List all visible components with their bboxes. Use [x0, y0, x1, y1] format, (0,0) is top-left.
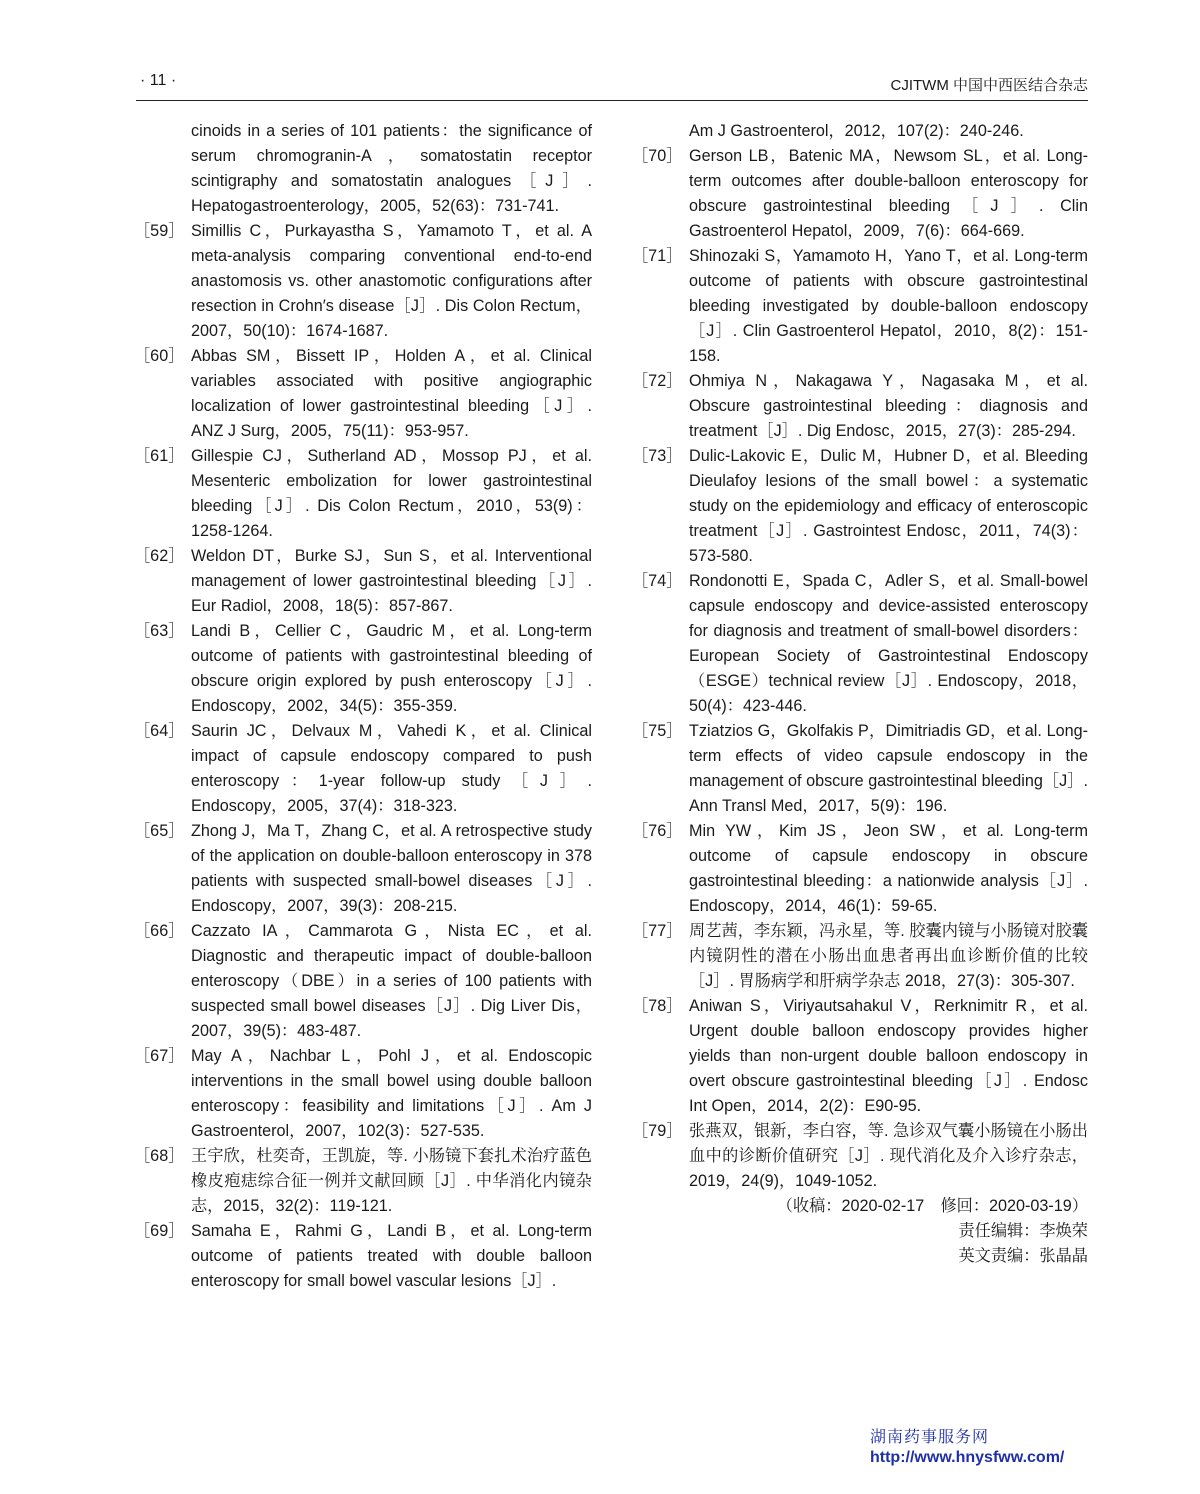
- reference-text: Landi B，Cellier C，Gaudric M，et al. Long-term outcome of patients with gastrointestinal bleeding of obscure origin explored by push enteroscopy［J］. Endoscopy，2002，34(5)：355-359.: [191, 622, 592, 715]
- reference-number: ［65］: [134, 822, 185, 840]
- reference-number: ［77］: [632, 922, 683, 940]
- reference-number: ［61］: [134, 447, 185, 465]
- reference-number: ［67］: [134, 1047, 185, 1065]
- reference-text: Rondonotti E，Spada C，Adler S，et al. Small-bowel capsule endoscopy and device-assisted enteroscopy for diagnosis and treatment of small-bowel disorders：European Society of Gastrointestinal Endoscopy（ESGE）technical review［J］. Endoscopy，2018，50(4)：423-446.: [689, 572, 1088, 715]
- reference-entry: [632, 119, 1088, 144]
- reference-number: ［68］: [134, 1147, 185, 1165]
- reference-number: ［64］: [134, 722, 185, 740]
- left-column: [134, 119, 592, 1294]
- reference-entry: [134, 719, 592, 819]
- reference-entry: [632, 144, 1088, 244]
- reference-text: Weldon DT，Burke SJ，Sun S，et al. Interventional management of lower gastrointestinal bleeding［J］. Eur Radiol，2008，18(5)：857-867.: [191, 547, 592, 615]
- reference-number: ［73］: [632, 447, 683, 465]
- reference-number: ［59］: [134, 222, 185, 240]
- reference-number: ［71］: [632, 247, 683, 265]
- reference-text: 王宇欣，杜奕奇，王凯旋，等. 小肠镜下套扎术治疗蓝色橡皮疱痣综合征一例并文献回顾［J］. 中华消化内镜杂志，2015，32(2)：119-121.: [191, 1147, 592, 1215]
- reference-text: cinoids in a series of 101 patients：the significance of serum chromogranin-A，somatostatin receptor scintigraphy and somatostatin analogues［J］. Hepatogastroenterology，2005，52(63)：731-741.: [191, 122, 592, 215]
- reference-entry: [134, 1044, 592, 1144]
- reference-text: Dulic-Lakovic E，Dulic M，Hubner D，et al. Bleeding Dieulafoy lesions of the small bowel：a systematic study on the epidemiology and efficacy of enteroscopic treatment［J］. Gastrointest Endosc，2011，74(3)：573-580.: [689, 447, 1088, 565]
- reference-number: ［76］: [632, 822, 683, 840]
- reference-text: Am J Gastroenterol，2012，107(2)：240-246.: [689, 122, 1024, 140]
- reference-entry: [134, 344, 592, 444]
- reference-text: 周艺茜，李东颖，冯永星，等. 胶囊内镜与小肠镜对胶囊内镜阴性的潜在小肠出血患者再出血诊断价值的比较［J］. 胃肠病学和肝病学杂志 2018，27(3)：305-307.: [689, 922, 1088, 990]
- reference-number: ［62］: [134, 547, 185, 565]
- reference-text: Zhong J，Ma T，Zhang C，et al. A retrospective study of the application on double-balloon enteroscopy in 378 patients with suspected small-bowel diseases［J］. Endoscopy，2007，39(3)：208-215.: [191, 822, 592, 915]
- reference-entry: [632, 369, 1088, 444]
- watermark: [870, 1428, 1064, 1468]
- journal-title: CJITWM 中国中西医结合杂志: [890, 77, 1088, 94]
- page-header: [0, 0, 1200, 106]
- reference-entry: [134, 219, 592, 344]
- reference-text: Saurin JC，Delvaux M，Vahedi K，et al. Clinical impact of capsule endoscopy compared to push enteroscopy：1-year follow-up study［J］. Endoscopy，2005，37(4)：318-323.: [191, 722, 592, 815]
- responsible-editor: 责任编辑：李焕荣: [958, 1222, 1088, 1240]
- header-rule: [136, 100, 1088, 101]
- reference-number: ［66］: [134, 922, 185, 940]
- english-editor: 英文责编：张晶晶: [958, 1247, 1088, 1265]
- page-number: · 11 ·: [140, 72, 177, 89]
- reference-text: Gillespie CJ，Sutherland AD，Mossop PJ，et al. Mesenteric embolization for lower gastrointestinal bleeding［J］. Dis Colon Rectum，2010，53(9)：1258-1264.: [191, 447, 592, 540]
- reference-text: Gerson LB，Batenic MA，Newsom SL，et al. Long-term outcomes after double-balloon enteroscopy for obscure gastrointestinal bleeding［J］. Clin Gastroenterol Hepatol，2009，7(6)：664-669.: [689, 147, 1088, 240]
- reference-entry: [134, 119, 592, 219]
- reference-number: ［78］: [632, 997, 683, 1015]
- reference-entry: [134, 544, 592, 619]
- reference-entry: [632, 994, 1088, 1119]
- reference-text: Aniwan S，Viriyautsahakul V，Rerknimitr R，et al. Urgent double balloon endoscopy provides higher yields than non-urgent double balloon endoscopy in overt obscure gastrointestinal bleeding［J］. Endosc Int Open，2014，2(2)：E90-95.: [689, 997, 1088, 1115]
- reference-entry: [134, 444, 592, 544]
- reference-entry: [632, 719, 1088, 819]
- reference-number: ［74］: [632, 572, 683, 590]
- reference-entry: [632, 819, 1088, 919]
- right-column: [632, 119, 1088, 1269]
- reference-number: ［69］: [134, 1222, 185, 1240]
- reference-text: Shinozaki S，Yamamoto H，Yano T，et al. Long-term outcome of patients with obscure gastrointestinal bleeding investigated by double-balloon endoscopy［J］. Clin Gastroenterol Hepatol，2010，8(2)：151-158.: [689, 247, 1088, 365]
- reference-entry: [632, 1119, 1088, 1194]
- reference-entry: [632, 569, 1088, 719]
- reference-entry: [134, 1219, 592, 1294]
- reference-number: ［75］: [632, 722, 683, 740]
- reference-text: May A，Nachbar L，Pohl J，et al. Endoscopic interventions in the small bowel using double balloon enteroscopy：feasibility and limitations［J］. Am J Gastroenterol，2007，102(3)：527-535.: [191, 1047, 592, 1140]
- article-footer-notes: [632, 1194, 1088, 1269]
- reference-entry: [134, 819, 592, 919]
- reference-text: Tziatzios G，Gkolfakis P，Dimitriadis GD，et al. Long-term effects of video capsule endoscopy in the management of obscure gastrointestinal bleeding［J］. Ann Transl Med，2017，5(9)：196.: [689, 722, 1088, 815]
- reference-number: ［79］: [632, 1122, 683, 1140]
- reference-entry: [632, 919, 1088, 994]
- reference-number: ［63］: [134, 622, 185, 640]
- watermark-name: 湖南药事服务网: [870, 1429, 990, 1446]
- reference-entry: [134, 619, 592, 719]
- reference-number: ［72］: [632, 372, 683, 390]
- reference-entry: [134, 919, 592, 1044]
- reference-text: Simillis C，Purkayastha S，Yamamoto T，et al. A meta-analysis comparing conventional end-to-end anastomosis vs. other anastomotic configurations after resection in Crohn′s disease［J］. Dis Colon Rectum，2007，50(10)：1674-1687.: [191, 222, 592, 340]
- right-reference-list: [632, 119, 1088, 1194]
- reference-text: Cazzato IA，Cammarota G，Nista EC，et al. Diagnostic and therapeutic impact of double-balloon enteroscopy（DBE）in a series of 100 patients with suspected small bowel diseases［J］. Dig Liver Dis，2007，39(5)：483-487.: [191, 922, 592, 1040]
- reference-text: 张燕双，银新，李白容，等. 急诊双气囊小肠镜在小肠出血中的诊断价值研究［J］. 现代消化及介入诊疗杂志，2019，24(9)，1049-1052.: [689, 1122, 1088, 1190]
- reference-text: Samaha E，Rahmi G，Landi B，et al. Long-term outcome of patients treated with double balloon enteroscopy for small bowel vascular lesions［J］.: [191, 1222, 592, 1290]
- reference-text: Min YW，Kim JS，Jeon SW，et al. Long-term outcome of capsule endoscopy in obscure gastrointestinal bleeding：a nationwide analysis［J］. Endoscopy，2014，46(1)：59-65.: [689, 822, 1088, 915]
- reference-entry: [632, 244, 1088, 369]
- received-dates: （收稿：2020-02-17 修回：2020-03-19）: [776, 1197, 1088, 1215]
- watermark-url[interactable]: http://www.hnysfww.com/: [870, 1449, 1065, 1466]
- reference-entry: [632, 444, 1088, 569]
- reference-entry: [134, 1144, 592, 1219]
- reference-number: ［60］: [134, 347, 185, 365]
- reference-text: Ohmiya N，Nakagawa Y，Nagasaka M，et al. Obscure gastrointestinal bleeding：diagnosis and treatment［J］. Dig Endosc，2015，27(3)：285-294.: [689, 372, 1088, 440]
- reference-number: ［70］: [632, 147, 683, 165]
- reference-text: Abbas SM，Bissett IP，Holden A，et al. Clinical variables associated with positive angiographic localization of lower gastrointestinal bleeding［J］. ANZ J Surg，2005，75(11)：953-957.: [191, 347, 592, 440]
